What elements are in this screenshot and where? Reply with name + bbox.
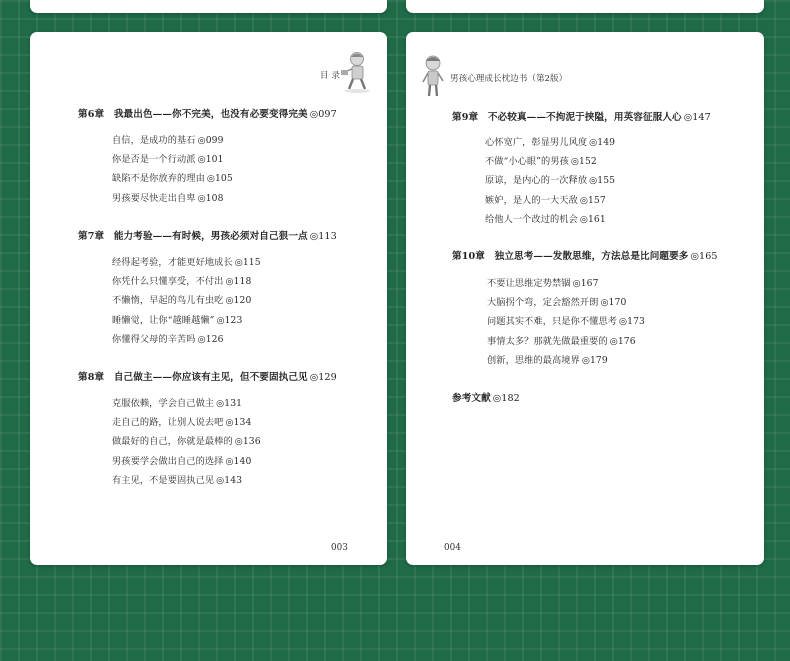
chapter-9-entry[interactable]: 第9章 不必较真——不拘泥于挟隘，用英容征服人心 ◎147 bbox=[452, 112, 711, 123]
boy-illustration bbox=[339, 50, 375, 94]
toc-section-entry[interactable]: 睡懒觉，让你“越睡越懒” ◎123 bbox=[112, 315, 243, 326]
toc-section-entry[interactable]: 嫉妒，是人的一大天敌 ◎157 bbox=[485, 195, 606, 206]
toc-section-entry[interactable]: 问题其实不难，只是你不懂思考 ◎173 bbox=[487, 316, 645, 327]
toc-section-entry[interactable]: 有主见，不是要固执己见 ◎143 bbox=[112, 475, 243, 486]
toc-section-entry[interactable]: 走自己的路，让别人说去吧 ◎134 bbox=[112, 417, 252, 428]
toc-section-entry[interactable]: 男孩要学会做出自己的选择 ◎140 bbox=[112, 456, 252, 467]
toc-section-entry[interactable]: 克服依赖，学会自己做主 ◎131 bbox=[112, 398, 243, 409]
previous-page-left-edge bbox=[30, 0, 387, 13]
page-header: 男孩心理成长枕边书（第2版） bbox=[450, 74, 568, 84]
toc-section-entry[interactable]: 你凭什么只懂享受，不付出 ◎118 bbox=[112, 276, 252, 287]
toc-section-entry[interactable]: 做最好的自己，你就是最棒的 ◎136 bbox=[112, 436, 261, 447]
toc-section-entry[interactable]: 大脑拐个弯，定会豁然开朗 ◎170 bbox=[487, 297, 627, 308]
boy-illustration bbox=[420, 54, 446, 98]
toc-section-entry[interactable]: 不要让思维定势禁锢 ◎167 bbox=[487, 278, 599, 289]
page-header: 目 录 bbox=[320, 71, 340, 81]
toc-section-entry[interactable]: 自信，是成功的基石 ◎099 bbox=[112, 135, 224, 146]
toc-section-entry[interactable]: 不懒惰，早起的鸟儿有虫吃 ◎120 bbox=[112, 295, 252, 306]
toc-page-left bbox=[30, 32, 387, 565]
toc-section-entry[interactable]: 给他人一个改过的机会 ◎161 bbox=[485, 214, 606, 225]
toc-section-entry[interactable]: 缺陷不是你放弃的理由 ◎105 bbox=[112, 173, 233, 184]
toc-section-entry[interactable]: 事情太多？那就先做最重要的 ◎176 bbox=[487, 336, 636, 347]
toc-page-right bbox=[406, 32, 764, 565]
toc-section-entry[interactable]: 你懂得父母的辛苦吗 ◎126 bbox=[112, 334, 224, 345]
toc-section-entry[interactable]: 不做“小心眼”的男孩 ◎152 bbox=[485, 156, 597, 167]
toc-section-entry[interactable]: 你是否是一个行动派 ◎101 bbox=[112, 154, 224, 165]
toc-section-entry[interactable]: 心怀宽广，彰显男儿风度 ◎149 bbox=[485, 137, 616, 148]
previous-page-right-edge bbox=[406, 0, 764, 13]
chapter-8-entry[interactable]: 第8章 自己做主——你应该有主见，但不要固执己见 ◎129 bbox=[78, 372, 337, 383]
chapter-10-entry[interactable]: 第10章 独立思考——发散思维，方法总是比问题要多 ◎165 bbox=[452, 251, 718, 262]
toc-section-entry[interactable]: 男孩要尽快走出自卑 ◎108 bbox=[112, 193, 224, 204]
page-number: 003 bbox=[331, 543, 348, 553]
toc-section-entry[interactable]: 原谅，是内心的一次释放 ◎155 bbox=[485, 175, 616, 186]
chapter-6-entry[interactable]: 第6章 我最出色——你不完美，也没有必要变得完美 ◎097 bbox=[78, 109, 337, 120]
references-entry[interactable]: 参考文献 ◎182 bbox=[452, 393, 520, 404]
chapter-7-entry[interactable]: 第7章 能力考验——有时候，男孩必须对自己狠一点 ◎113 bbox=[78, 231, 337, 242]
toc-section-entry[interactable]: 创新，思维的最高境界 ◎179 bbox=[487, 355, 608, 366]
page-number: 004 bbox=[444, 543, 461, 553]
toc-section-entry[interactable]: 经得起考验，才能更好地成长 ◎115 bbox=[112, 257, 261, 268]
